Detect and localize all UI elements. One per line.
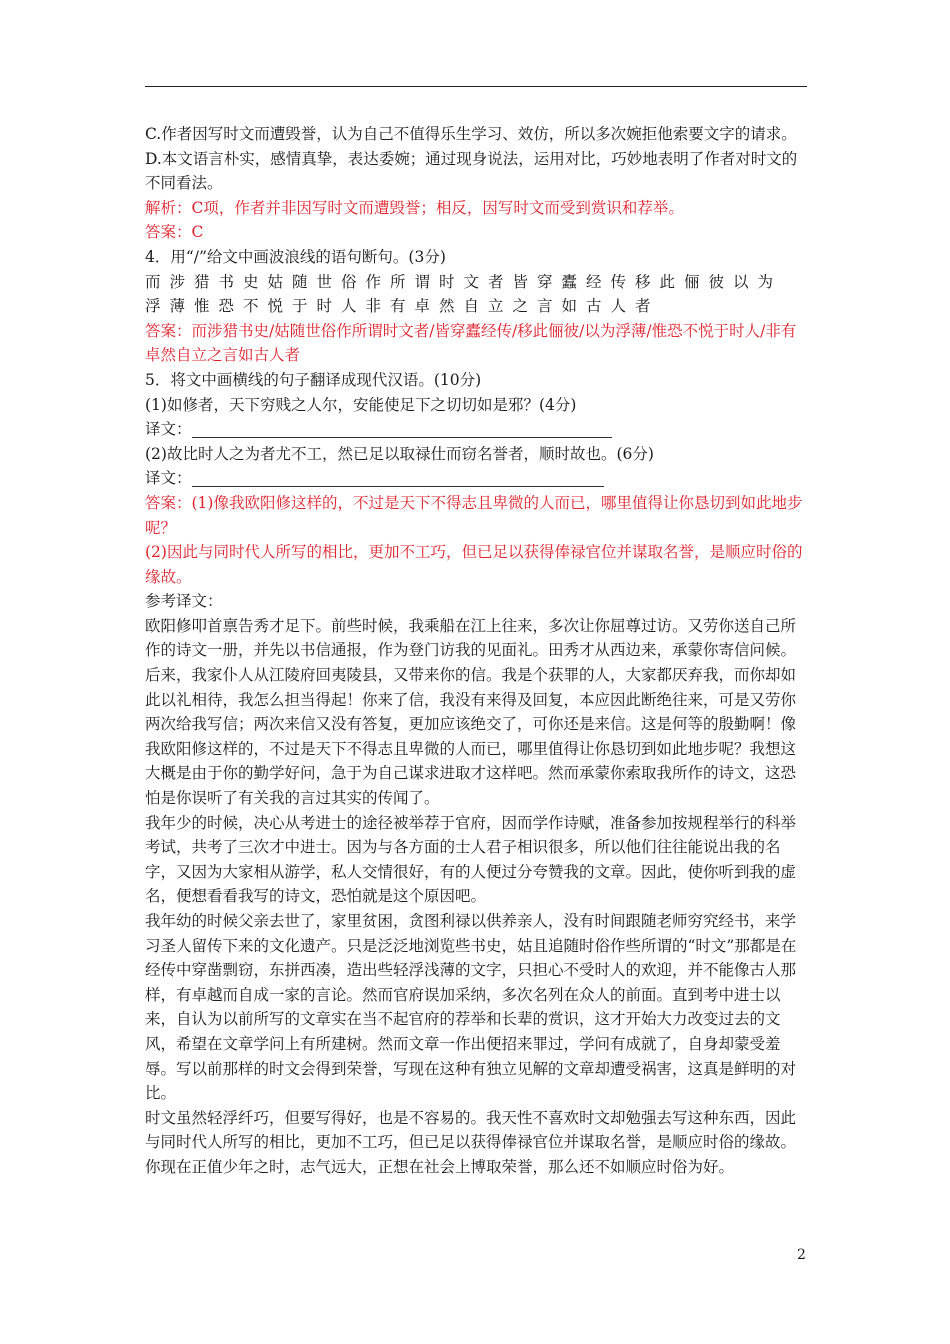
question-5-title: 5．将文中画横线的句子翻译成现代汉语。(10分) [145, 370, 482, 389]
answer-q5-1: 答案：(1)像我欧阳修这样的，不过是天下不得志且卑微的人而已，哪里值得让你恳切到如此地步呢？ [145, 493, 803, 537]
header-rule [145, 86, 807, 87]
page-number: 2 [797, 1247, 806, 1263]
translation-line-1 [145, 417, 807, 442]
document-body [145, 122, 807, 1180]
question-4-text-line-2: 浮薄惟恐不悦于时人非有卓然自立之言如古人者 [145, 297, 660, 316]
answer-blank-1[interactable] [192, 437, 612, 438]
question-4-text-line-1: 而涉猎书史姑随世俗作所谓时文者皆穿蠹经传移此俪彼以为 [145, 272, 783, 291]
reference-translation-title: 参考译文： [145, 592, 223, 611]
option-c: C.作者因写时文而遭毁誉，认为自己不值得乐生学习、效仿，所以多次婉拒他索要文字的请求。 [145, 125, 797, 143]
translation-label: 译文： [145, 420, 192, 439]
option-d: D.本文语言朴实，感情真挚，表达委婉；通过现身说法，运用对比，巧妙地表明了作者对时文的不同看法。 [145, 149, 798, 193]
question-5-sentence-1: (1)如修者，天下穷贱之人尔，安能使足下之切切如是邪？(4分) [145, 395, 577, 414]
answer-q3: 答案：C [145, 223, 204, 242]
question-4-title: 4．用“/”给文中画波浪线的语句断句。(3分) [145, 247, 446, 266]
question-5-sentence-2: (2)故比时人之为者尤不工，然已足以取禄仕而窃名誉者，顺时故也。(6分) [145, 444, 654, 463]
answer-blank-2[interactable] [192, 486, 604, 487]
reference-paragraph-3: 我年幼的时候父亲去世了，家里贫困，贪图利禄以供养亲人，没有时间跟随老师穷究经书，来学习圣人留传下来的文化遗产。只是泛泛地浏览些书史，姑且追随时俗作些所谓的“时文”那都是在经传中穿凿剽窃，东拼西凑，造出些轻浮浅薄的文字，只担心不受时人的欢迎，并不能像古人那样，有卓越而自成一家的言论。然而官府误加采纳，多次名列在众人的前面。直到考中进士以来，自认为以前所写的文章实在当不起官府的荐举和长辈的赏识，这才开始大力改变过去的文风，希望在文章学问上有所建树。然而文章一作出便招来罪过，学问有成就了，自身却蒙受羞辱。写以前那样的时文会得到荣誉，写现在这种有独立见解的文章却遭受祸害，这真是鲜明的对比。 [145, 912, 797, 1103]
reference-paragraph-2: 我年少的时候，决心从考进士的途径被举荐于官府，因而学作诗赋，准备参加按规程举行的科举考试，共考了三次才中进士。因为与各方面的士人君子相识很多，所以他们往往能说出我的名字，又因为大家相从游学，私人交情很好，有的人便过分夸赞我的文章。因此，使你听到我的虚名，便想看看我写的诗文，恐怕就是这个原因吧。 [145, 813, 797, 906]
analysis-q3: 解析：C项，作者并非因写时文而遭毁誉；相反，因写时文而受到赏识和荐举。 [145, 198, 684, 217]
translation-line-2 [145, 466, 807, 491]
translation-label: 译文： [145, 469, 192, 488]
answer-q5-2: (2)因此与同时代人所写的相比，更加不工巧，但已足以获得俸禄官位并谋取名誉，是顺应时俗的缘故。 [145, 543, 803, 586]
reference-paragraph-4: 时文虽然轻浮纤巧，但要写得好，也是不容易的。我天性不喜欢时文却勉强去写这种东西，因此与同时代人所写的相比，更加不工巧，但已足以获得俸禄官位并谋取名誉，是顺应时俗的缘故。你现在正值少年之时，志气远大，正想在社会上博取荣誉，那么还不如顺应时俗为好。 [145, 1108, 797, 1176]
reference-paragraph-1: 欧阳修叩首禀告秀才足下。前些时候，我乘船在江上往来，多次让你屈尊过访。又劳你送自己所作的诗文一册，并先以书信通报，作为登门访我的见面礼。田秀才从西边来，承蒙你寄信问候。后来，我家仆人从江陵府回夷陵县，又带来你的信。我是个获罪的人，大家都厌弃我，而你却如此以礼相待，我怎么担当得起！你来了信，我没有来得及回复，本应因此断绝往来，可是又劳你两次给我写信；两次来信又没有答复，更加应该绝交了，可你还是来信。这是何等的殷勤啊！像我欧阳修这样的，不过是天下不得志且卑微的人而已，哪里值得让你恳切到如此地步呢？我想这大概是由于你的勤学好问，急于为自己谋求进取才这样吧。然而承蒙你索取我所作的诗文，这恐怕是你误听了有关我的言过其实的传闻了。 [145, 616, 797, 808]
answer-q4: 答案：而涉猎书史/姑随世俗作所谓时文者/皆穿蠹经传/移此俪彼/以为浮薄/惟恐不悦于时人/非有卓然自立之言如古人者 [145, 321, 797, 365]
